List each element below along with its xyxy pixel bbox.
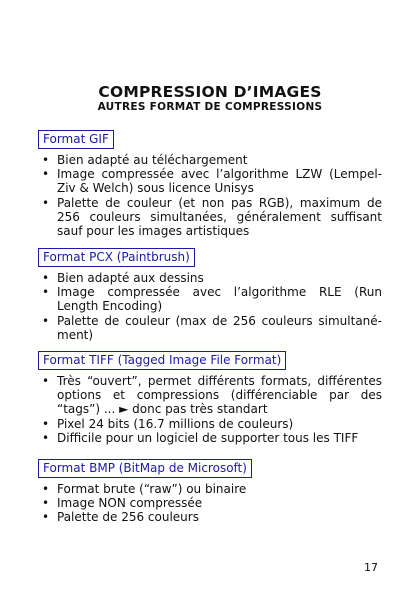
list-item-text: Palette de couleur (max de 256 couleurs simultané-ment) xyxy=(57,313,382,342)
bullet-list-pcx xyxy=(42,271,382,342)
list-item xyxy=(42,482,382,496)
section-heading-pcx: Format PCX (Paintbrush) xyxy=(38,248,195,267)
bullet-icon: • xyxy=(42,271,50,285)
list-item xyxy=(42,510,382,524)
list-item-text: Format brute (“raw”) ou binaire xyxy=(57,482,247,496)
bullet-icon: • xyxy=(42,313,50,328)
bullet-icon: • xyxy=(42,510,50,525)
bullet-list-tiff xyxy=(42,374,382,445)
list-item-text: Pixel 24 bits (16.7 millions de couleurs) xyxy=(57,416,294,431)
list-item xyxy=(42,167,382,195)
list-item xyxy=(42,153,382,167)
list-item xyxy=(42,314,382,342)
list-item-text: Palette de couleur (et non pas RGB), maximum de 256 couleurs simultanées, généralement suffisant sauf pour les images artistiques xyxy=(57,195,382,239)
section-bmp xyxy=(42,457,382,525)
list-item xyxy=(42,271,382,285)
list-item xyxy=(42,431,382,445)
list-item xyxy=(42,196,382,239)
list-item-text: Image compressée avec l’algorithme LZW (Lempel-Ziv & Welch) sous licence Unisys xyxy=(57,167,382,196)
bullet-icon: • xyxy=(42,195,50,210)
list-item-text: Bien adapté aux dessins xyxy=(57,271,204,285)
list-item xyxy=(42,496,382,510)
bullet-icon: • xyxy=(42,496,50,511)
bullet-icon: • xyxy=(42,285,50,300)
section-heading-gif: Format GIF xyxy=(38,130,114,149)
bullet-list-bmp xyxy=(42,482,382,525)
list-item-text: Très “ouvert”, permet différents formats, différentes options et compressions (différenciable par des “tags”) ... ► donc pas très standart xyxy=(57,374,382,417)
section-pcx xyxy=(42,246,382,342)
bullet-icon: • xyxy=(42,153,50,167)
bullet-list-gif xyxy=(42,153,382,238)
bullet-icon: • xyxy=(42,416,50,431)
page-number: 17 xyxy=(364,561,378,574)
list-item-text: Image compressée avec l’algorithme RLE (Run Length Encoding) xyxy=(57,285,382,314)
list-item xyxy=(42,374,382,417)
list-item-text: Difficile pour un logiciel de supporter tous les TIFF xyxy=(57,430,359,445)
list-item-text: Image NON compressée xyxy=(57,496,203,511)
section-gif xyxy=(42,128,382,238)
page-subtitle: AUTRES FORMAT DE COMPRESSIONS xyxy=(97,101,323,113)
bullet-icon: • xyxy=(42,430,50,445)
section-heading-bmp: Format BMP (BitMap de Microsoft) xyxy=(38,459,252,478)
list-item xyxy=(42,285,382,313)
section-heading-tiff: Format TIFF (Tagged Image File Format) xyxy=(38,351,286,370)
list-item-text: Palette de 256 couleurs xyxy=(57,510,199,525)
list-item-text: Bien adapté au téléchargement xyxy=(57,153,248,167)
bullet-icon: • xyxy=(42,167,50,182)
bullet-icon: • xyxy=(42,482,50,496)
bullet-icon: • xyxy=(42,374,50,388)
list-item xyxy=(42,417,382,431)
section-tiff xyxy=(42,349,382,445)
page-title: COMPRESSION D’IMAGES xyxy=(98,83,322,101)
